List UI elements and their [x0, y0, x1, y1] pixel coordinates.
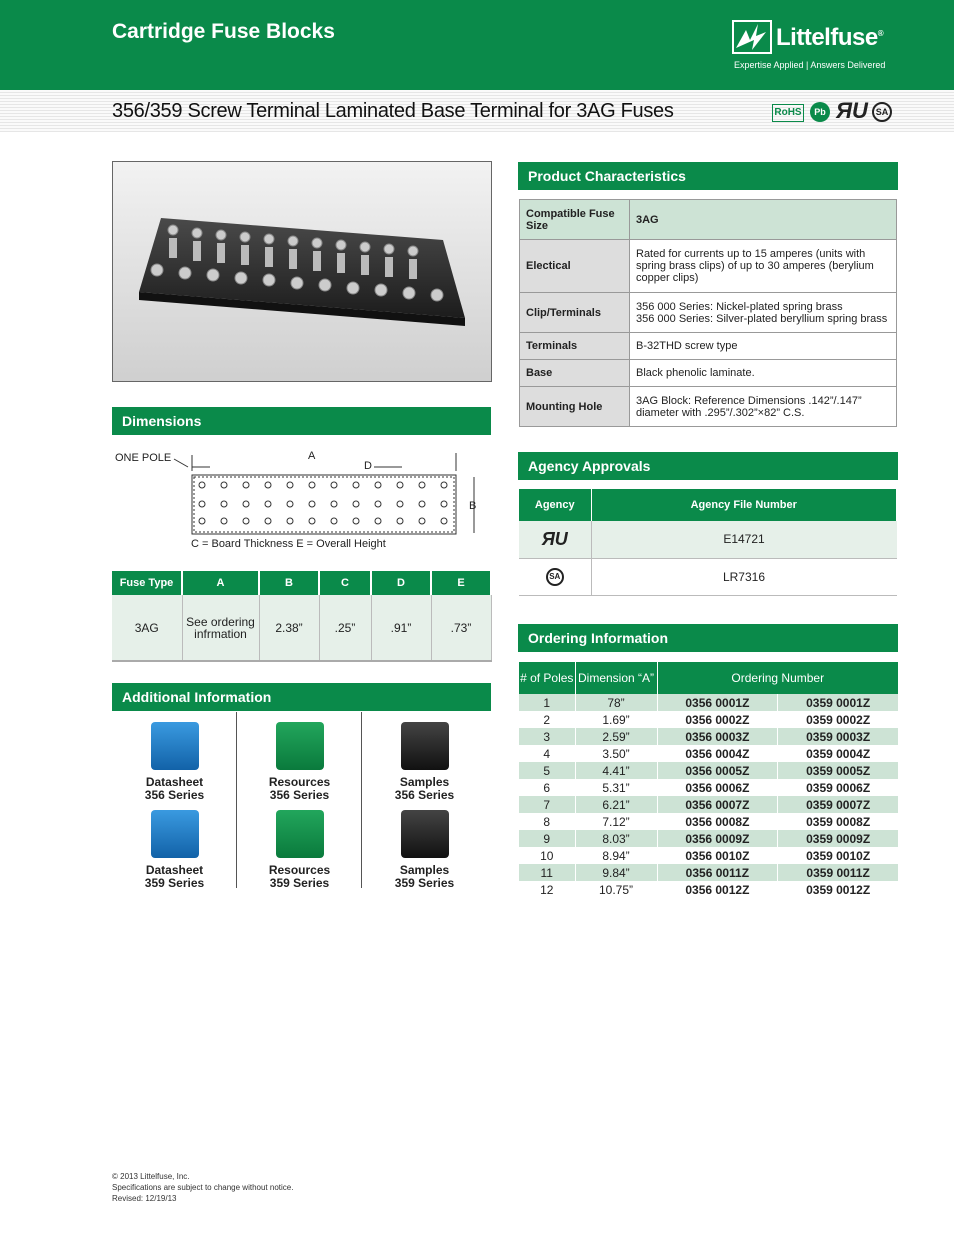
- row-key: Clip/Terminals: [520, 293, 630, 333]
- table-row: [519, 881, 899, 898]
- cell-order-356: 0356 0001Z: [657, 694, 778, 711]
- row-value: 3AG Block: Reference Dimensions .142”/.147” diameter with .295”/.302”×82” C.S.: [630, 387, 897, 427]
- col-a: A: [182, 571, 259, 595]
- row-value: Black phenolic laminate.: [630, 360, 897, 387]
- cell-order-359: 0359 0009Z: [778, 830, 899, 847]
- link-label: Resources: [268, 863, 331, 877]
- cell-dimension: 4.41”: [575, 762, 657, 779]
- ai-column-datasheet: [112, 712, 237, 888]
- table-row: [519, 745, 899, 762]
- link-label: Samples: [399, 863, 450, 877]
- product-title: 356/359 Screw Terminal Laminated Base Terminal for 3AG Fuses: [112, 100, 674, 122]
- row-value: [630, 293, 897, 333]
- additional-info-panel: [112, 712, 492, 888]
- agency-approvals-header: Agency Approvals: [518, 452, 898, 480]
- cell-poles: 2: [519, 711, 575, 728]
- ul-recognized-icon: ЯU: [541, 528, 568, 549]
- cell-order-356: 0356 0004Z: [657, 745, 778, 762]
- rohs-badge: RoHS: [772, 104, 804, 122]
- samples-356-link[interactable]: [362, 722, 487, 802]
- cell-order-359: 0359 0006Z: [778, 779, 899, 796]
- cell-order-356: 0356 0005Z: [657, 762, 778, 779]
- logo-tagline: Expertise Applied | Answers Delivered: [734, 60, 886, 70]
- csa-icon: SA: [546, 568, 564, 586]
- one-pole-label: ONE POLE: [115, 452, 172, 464]
- table-row: [519, 830, 899, 847]
- dim-a-label: A: [308, 450, 316, 462]
- cell-poles: 4: [519, 745, 575, 762]
- cell-poles: 12: [519, 881, 575, 898]
- agency-logo-cell: [519, 521, 591, 558]
- col-ordering-number: Ordering Number: [657, 662, 899, 694]
- row-value: Rated for currents up to 15 amperes (units with spring brass clips) of up to 30 amperes (berylium copper clips): [630, 240, 897, 293]
- product-characteristics-table: [519, 199, 897, 427]
- datasheet-356-link[interactable]: [112, 722, 237, 802]
- cell-poles: 3: [519, 728, 575, 745]
- cell-order-356: 0356 0007Z: [657, 796, 778, 813]
- cell-poles: 1: [519, 694, 575, 711]
- ul-recognized-icon: ЯU: [836, 98, 868, 123]
- row-value: B-32THD screw type: [630, 333, 897, 360]
- table-row: [519, 864, 899, 881]
- table-row: [519, 694, 899, 711]
- dimensions-table: [112, 571, 492, 662]
- product-photo: [112, 161, 492, 382]
- dim-caption: C = Board Thickness E = Overall Height: [191, 538, 386, 550]
- books-icon: [276, 810, 324, 858]
- link-label: Resources: [268, 775, 331, 789]
- row-value-line2: 356 000 Series: Silver-plated beryllium spring brass: [636, 312, 888, 325]
- ai-column-resources: [237, 712, 362, 888]
- link-sublabel: 356 Series: [144, 788, 205, 802]
- cell-order-356: 0356 0008Z: [657, 813, 778, 830]
- additional-info-header: Additional Information: [112, 683, 491, 711]
- agency-file-number: LR7316: [591, 558, 897, 595]
- cell-dimension: 7.12”: [575, 813, 657, 830]
- cell-order-359: 0359 0004Z: [778, 745, 899, 762]
- table-row: [520, 240, 897, 293]
- table-row: [520, 333, 897, 360]
- table-row: [520, 293, 897, 333]
- disclaimer-text: Specifications are subject to change without notice.: [112, 1183, 294, 1192]
- table-row: [520, 387, 897, 427]
- cell-order-359: 0359 0003Z: [778, 728, 899, 745]
- agency-logo-cell: [519, 558, 591, 595]
- col-c: C: [319, 571, 371, 595]
- page-footer: [112, 1171, 293, 1204]
- cell-order-356: 0356 0009Z: [657, 830, 778, 847]
- table-row: [112, 595, 491, 661]
- table-row: [519, 796, 899, 813]
- link-sublabel: 356 Series: [269, 788, 330, 802]
- cell-poles: 11: [519, 864, 575, 881]
- box-icon: [401, 810, 449, 858]
- cell-poles: 9: [519, 830, 575, 847]
- samples-359-link[interactable]: [362, 810, 487, 890]
- download-icon: [151, 722, 199, 770]
- resources-359-link[interactable]: [237, 810, 362, 890]
- cell-b: 2.38”: [259, 595, 319, 661]
- agency-approvals-table: [519, 489, 897, 596]
- cell-dimension: 78”: [575, 694, 657, 711]
- dim-b-label: B: [469, 500, 477, 512]
- download-icon: [151, 810, 199, 858]
- dimensions-header: Dimensions: [112, 407, 491, 435]
- link-sublabel: 356 Series: [394, 788, 455, 802]
- link-sublabel: 359 Series: [144, 876, 205, 890]
- cell-dimension: 3.50”: [575, 745, 657, 762]
- row-key: Electical: [520, 240, 630, 293]
- link-sublabel: 359 Series: [269, 876, 330, 890]
- cell-d: .91”: [371, 595, 431, 661]
- table-row: [519, 521, 897, 558]
- table-row: [519, 762, 899, 779]
- cell-dimension: 6.21”: [575, 796, 657, 813]
- ai-column-samples: [362, 712, 487, 888]
- cell-order-359: 0359 0012Z: [778, 881, 899, 898]
- col-agency: Agency: [519, 489, 591, 521]
- row-key: Base: [520, 360, 630, 387]
- table-row: [519, 558, 897, 595]
- cell-order-359: 0359 0005Z: [778, 762, 899, 779]
- cell-e: .73”: [431, 595, 491, 661]
- product-characteristics-header: Product Characteristics: [518, 162, 898, 190]
- col-fuse-type: Fuse Type: [112, 571, 182, 595]
- revision-date: Revised: 12/19/13: [112, 1194, 177, 1203]
- row-key: Terminals: [520, 333, 630, 360]
- table-row: [520, 200, 897, 240]
- ordering-info-table: [519, 662, 899, 898]
- resources-356-link[interactable]: [237, 722, 362, 802]
- cell-order-356: 0356 0010Z: [657, 847, 778, 864]
- col-b: B: [259, 571, 319, 595]
- table-row: [520, 360, 897, 387]
- datasheet-359-link[interactable]: [112, 810, 237, 890]
- table-row: [519, 711, 899, 728]
- cell-order-359: 0359 0001Z: [778, 694, 899, 711]
- cell-order-359: 0359 0002Z: [778, 711, 899, 728]
- cell-dimension: 2.59”: [575, 728, 657, 745]
- col-dimension-a: Dimension “A”: [575, 662, 657, 694]
- table-row: [519, 813, 899, 830]
- row-value: 3AG: [630, 200, 897, 240]
- cell-order-356: 0356 0012Z: [657, 881, 778, 898]
- link-label: Datasheet: [145, 775, 204, 789]
- dimensions-diagram: [112, 445, 492, 555]
- littelfuse-logo-icon: [732, 20, 772, 54]
- cell-poles: 10: [519, 847, 575, 864]
- row-key: Compatible Fuse Size: [520, 200, 630, 240]
- cell-order-356: 0356 0011Z: [657, 864, 778, 881]
- dim-d-label: D: [364, 460, 372, 472]
- cell-order-356: 0356 0006Z: [657, 779, 778, 796]
- cell-poles: 8: [519, 813, 575, 830]
- link-sublabel: 359 Series: [394, 876, 455, 890]
- row-key: Mounting Hole: [520, 387, 630, 427]
- pb-free-badge: Pb: [810, 102, 830, 122]
- link-label: Samples: [399, 775, 450, 789]
- cell-order-359: 0359 0007Z: [778, 796, 899, 813]
- table-row: [519, 847, 899, 864]
- box-icon: [401, 722, 449, 770]
- page-header: [0, 0, 954, 90]
- fuse-block-image: [113, 162, 492, 382]
- cell-dimension: 5.31”: [575, 779, 657, 796]
- cell-order-359: 0359 0008Z: [778, 813, 899, 830]
- ordering-info-header: Ordering Information: [518, 624, 898, 652]
- row-value-line1: 356 000 Series: Nickel-plated spring brass: [636, 300, 843, 313]
- col-d: D: [371, 571, 431, 595]
- books-icon: [276, 722, 324, 770]
- col-poles: # of Poles: [519, 662, 575, 694]
- cell-poles: 7: [519, 796, 575, 813]
- cell-order-356: 0356 0002Z: [657, 711, 778, 728]
- logo-text: Littelfuse®: [776, 24, 884, 51]
- cell-poles: 6: [519, 779, 575, 796]
- cell-dimension: 1.69”: [575, 711, 657, 728]
- link-label: Datasheet: [145, 863, 204, 877]
- cell-a: See ordering infrmation: [182, 595, 259, 661]
- cell-poles: 5: [519, 762, 575, 779]
- cell-dimension: 8.03”: [575, 830, 657, 847]
- cell-order-356: 0356 0003Z: [657, 728, 778, 745]
- table-row: [519, 779, 899, 796]
- cell-dimension: 9.84”: [575, 864, 657, 881]
- cell-dimension: 10.75”: [575, 881, 657, 898]
- csa-icon: SA: [872, 102, 892, 122]
- col-e: E: [431, 571, 491, 595]
- cell-order-359: 0359 0010Z: [778, 847, 899, 864]
- cell-dimension: 8.94”: [575, 847, 657, 864]
- table-row: [519, 728, 899, 745]
- cell-fuse-type: 3AG: [112, 595, 182, 661]
- cell-order-359: 0359 0011Z: [778, 864, 899, 881]
- page-category-title: Cartridge Fuse Blocks: [112, 20, 335, 43]
- cell-c: .25”: [319, 595, 371, 661]
- agency-file-number: E14721: [591, 521, 897, 558]
- col-file-number: Agency File Number: [591, 489, 897, 521]
- copyright-text: © 2013 Littelfuse, Inc.: [112, 1172, 190, 1181]
